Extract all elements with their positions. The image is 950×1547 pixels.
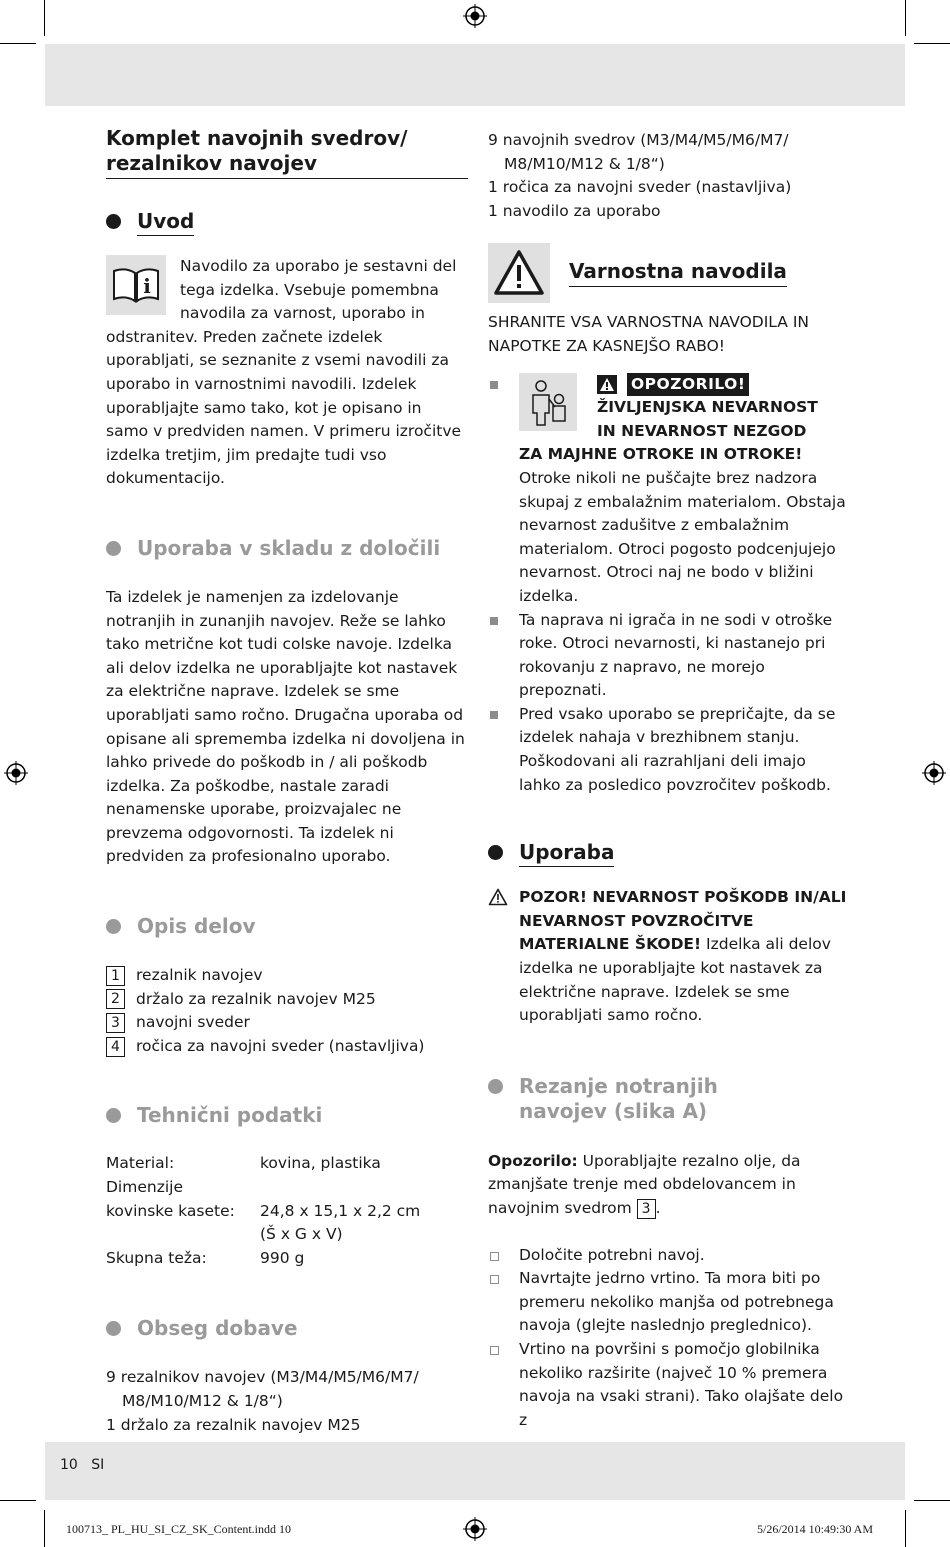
spec-value: (Š x G x V) bbox=[260, 1225, 343, 1244]
spec-value: kovina, plastika bbox=[260, 1154, 381, 1173]
section-heading-intro: Uvod bbox=[106, 209, 468, 234]
section-heading-intended-use: Uporaba v skladu z določili bbox=[106, 536, 468, 561]
crop-mark bbox=[905, 1510, 906, 1547]
section-heading-safety: Varnostna navodila bbox=[569, 259, 787, 287]
danger-line: ŽIVLJENJSKA NEVARNOST bbox=[597, 398, 818, 417]
list-item: Navrtajte jedrno vrtino. Ta mora biti po premeru nekoliko manjša od potrebnega navoja (glejte naslednjo preglednico). bbox=[488, 1267, 850, 1338]
bullet-icon bbox=[490, 711, 498, 719]
list-item bbox=[106, 988, 468, 1012]
part-label: navojni sveder bbox=[136, 1013, 250, 1032]
section-heading-internal-threads: Rezanje notranjih navojev (slika A) bbox=[488, 1074, 850, 1124]
crop-mark bbox=[44, 1510, 45, 1547]
checkbox-icon bbox=[490, 1275, 499, 1284]
part-label: ročica za navojni sveder (nastavljiva) bbox=[136, 1036, 425, 1055]
left-column bbox=[106, 126, 468, 1437]
caution-block bbox=[488, 886, 850, 1028]
page-number: 10 SI bbox=[60, 1457, 105, 1473]
child-warning-icon bbox=[519, 373, 577, 431]
list-item: Vrtino na površini s pomočjo globilnika nekoliko razširite (največ 10 % premera navoja na vsaki strani). Tako olajšate delo z bbox=[488, 1338, 850, 1432]
danger-line: ZA MAJHNE OTROKE IN OTROKE! bbox=[519, 445, 803, 464]
registration-mark-icon bbox=[463, 4, 487, 28]
list-item bbox=[106, 964, 468, 988]
section-heading-tech: Tehnični podatki bbox=[106, 1103, 468, 1128]
checkbox-icon bbox=[490, 1346, 499, 1355]
list-item: Določite potrebni navoj. bbox=[488, 1244, 850, 1268]
crop-mark bbox=[0, 43, 36, 44]
section-heading-scope: Obseg dobave bbox=[106, 1316, 468, 1341]
danger-line: IN NEVARNOST NEZGOD bbox=[597, 421, 807, 440]
spec-key: Material: bbox=[106, 1154, 175, 1173]
part-number: 1 bbox=[106, 966, 125, 986]
steps-list bbox=[488, 1244, 850, 1433]
crop-mark bbox=[0, 1500, 36, 1501]
crop-mark bbox=[905, 0, 906, 36]
list-item: 1 ročica za navojni sveder (nastavljiva) bbox=[488, 178, 792, 197]
scope-list bbox=[106, 1366, 468, 1437]
spec-value: 990 g bbox=[260, 1248, 305, 1267]
list-item: 9 rezalnikov navojev (M3/M4/M5/M6/M7/ M8/M10/M12 & 1/8“) bbox=[106, 1368, 419, 1410]
part-number: 3 bbox=[106, 1013, 125, 1033]
part-label: rezalnik navojev bbox=[136, 966, 263, 985]
svg-text:i: i bbox=[143, 274, 151, 298]
tech-specs bbox=[106, 1152, 468, 1270]
list-item bbox=[106, 1035, 468, 1059]
bullet-icon bbox=[490, 381, 498, 389]
crop-mark bbox=[914, 1500, 950, 1501]
list-item bbox=[106, 1011, 468, 1035]
right-column bbox=[488, 129, 850, 1432]
crop-mark bbox=[914, 43, 950, 44]
section-heading-parts: Opis delov bbox=[106, 914, 468, 939]
print-date: 5/26/2014 10:49:30 AM bbox=[757, 1522, 874, 1536]
registration-mark-icon bbox=[463, 1517, 487, 1541]
spec-value: 24,8 x 15,1 x 2,2 cm bbox=[260, 1201, 421, 1220]
registration-mark-icon bbox=[922, 761, 946, 785]
safety-heading-row bbox=[488, 243, 850, 303]
caution-bold: POZOR! NEVARNOST POŠKODB IN/ALI NEVARNOST POVZROČITVE MATERIALNE ŠKODE! bbox=[519, 888, 847, 954]
spec-key: kovinske kasete: bbox=[106, 1201, 235, 1220]
danger-text: Otroke nikoli ne puščajte brez nadzora skupaj z embalažnim materialom. Obstaja nevarnost zadušitve z embalažnim materialom. Otroci pogosto podcenjujejo nevarnost. Otroci naj ne bodo v bližini izdelka. bbox=[519, 468, 846, 605]
header-band bbox=[45, 44, 905, 106]
spec-key: Dimenzije bbox=[106, 1178, 183, 1197]
manual-info-icon bbox=[106, 255, 166, 315]
intro-block bbox=[106, 255, 468, 491]
list-item: 1 držalo za rezalnik navojev M25 bbox=[106, 1415, 361, 1434]
internal-note: Opozorilo: Uporabljajte rezalno olje, da zmanjšate trenje med obdelovancem in navojnim svedrom 3 . bbox=[488, 1151, 801, 1217]
intended-use-text: Ta izdelek je namenjen za izdelovanje notranjih in zunanjih navojev. Reže se lahko tako metrične kot tudi colske navoje. Izdelka ali delov izdelka ne uporabljajte kot nastavek za električne naprave. Izdelek se sme uporabljati samo ročno. Drugačna uporaba od opisane ali sprememba izdelka ni dovoljena in lahko privede do poškodb in / ali poškodb izdelka. Za poškodbe, nastale zaradi nenamenske uporabe, proizvajalec ne prevzema odgovornosti. Ta izdelek ni predviden za profesionalno uporabo. bbox=[106, 587, 465, 866]
section-heading-usage: Uporaba bbox=[488, 840, 850, 865]
document-title: Komplet navojnih svedrov/ rezalnikov navojev bbox=[106, 126, 468, 179]
crop-mark bbox=[44, 0, 45, 36]
checkbox-icon bbox=[490, 1252, 499, 1261]
file-info: 100713_ PL_HU_SI_CZ_SK_Content.indd 10 bbox=[66, 1522, 292, 1536]
spec-key: Skupna teža: bbox=[106, 1248, 207, 1267]
warning-triangle-icon bbox=[488, 243, 550, 303]
safety-keep-notice: SHRANITE VSA VARNOSTNA NAVODILA IN NAPOTKE ZA KASNEJŠO RABO! bbox=[488, 313, 809, 355]
list-item: 1 navodilo za uporabo bbox=[488, 201, 661, 220]
footer-band bbox=[45, 1442, 905, 1500]
warning-label: OPOZORILO! bbox=[627, 373, 749, 397]
caution-triangle-icon bbox=[488, 888, 508, 906]
warning-small-icon bbox=[597, 375, 617, 394]
intro-text: Navodilo za uporabo je sestavni del tega izdelka. Vsebuje pomembna navodila za varnost, uporabo in odstranitev. Preden začnete izdelek uporabljati, se seznanite z vsemi navodili za uporabo in varnostnimi navodili. Izdelek uporabljajte samo tako, kot je opisano in samo v predviden namen. V primeru izročitve izdelka tretjim, jim predajte tudi vso dokumentacijo. bbox=[106, 257, 462, 488]
list-item bbox=[488, 373, 850, 609]
part-number: 4 bbox=[106, 1037, 125, 1057]
bullet-icon bbox=[490, 617, 498, 625]
parts-list bbox=[106, 964, 468, 1058]
scope-list-continued bbox=[488, 129, 850, 223]
part-number: 2 bbox=[106, 989, 125, 1009]
part-label: držalo za rezalnik navojev M25 bbox=[136, 989, 376, 1008]
part-ref: 3 bbox=[637, 1199, 656, 1219]
warning-label-row bbox=[597, 373, 850, 397]
caution-text: Izdelka ali delov izdelka ne uporabljajte kot nastavek za električne naprave. Izdelek se sme uporabljati samo ročno. bbox=[519, 935, 831, 1025]
list-item: Ta naprava ni igrača in ne sodi v otroške roke. Otroci nevarnosti, ki nastanejo pri rokovanju z napravo, ne morejo prepoznati. bbox=[488, 609, 850, 703]
registration-mark-icon bbox=[4, 761, 28, 785]
list-item: Pred vsako uporabo se prepričajte, da se izdelek nahaja v brezhibnem stanju. Poškodovani ali razrahljani deli imajo lahko za posledico povzročitev poškodb. bbox=[488, 703, 850, 797]
list-item: 9 navojnih svedrov (M3/M4/M5/M6/M7/ M8/M10/M12 & 1/8“) bbox=[488, 131, 789, 173]
